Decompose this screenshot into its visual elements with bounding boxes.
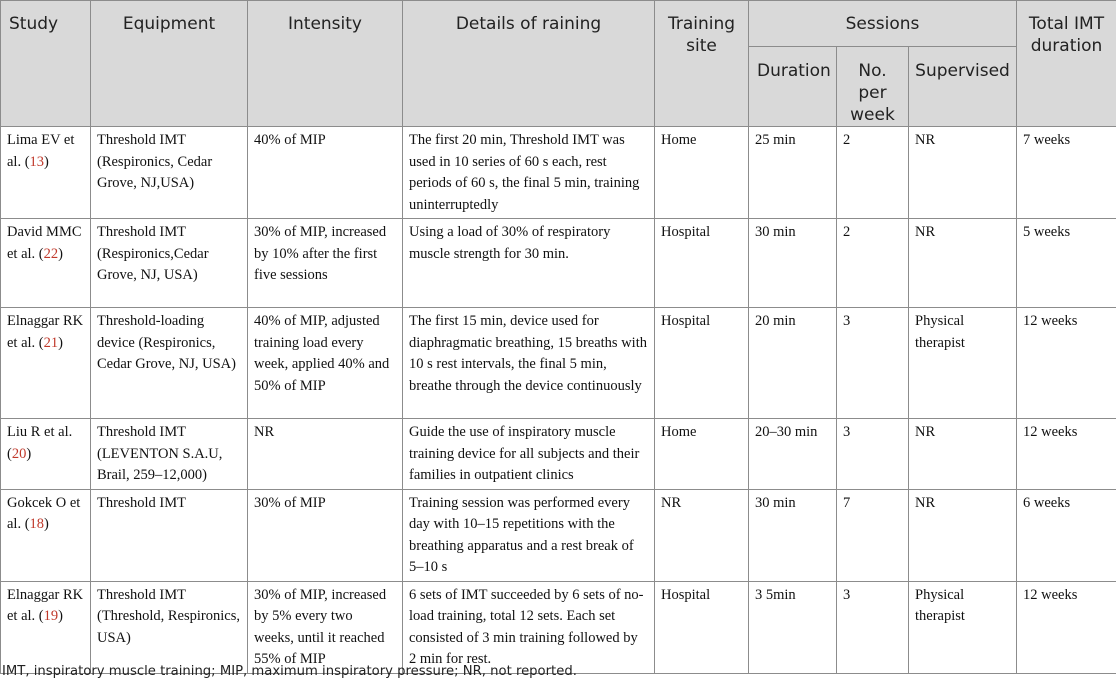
cell-equipment: Threshold IMT (LEVENTON S.A.U, Brail, 259–12,000) bbox=[91, 419, 248, 490]
cell-training-site: Home bbox=[655, 419, 749, 490]
cell-duration: 20–30 min bbox=[749, 419, 837, 490]
table-row bbox=[1, 219, 1116, 308]
cell-duration: 30 min bbox=[749, 489, 837, 581]
cell-study: Elnaggar RK et al. (21) bbox=[1, 308, 91, 419]
reference-link[interactable]: 21 bbox=[43, 334, 59, 351]
cell-per-week: 3 bbox=[837, 419, 909, 490]
table-row bbox=[1, 419, 1116, 490]
cell-per-week: 3 bbox=[837, 308, 909, 419]
header-study: Study bbox=[1, 1, 91, 127]
table-row bbox=[1, 127, 1116, 219]
cell-supervised: NR bbox=[909, 419, 1017, 490]
header-total-imt-duration: Total IMT duration bbox=[1017, 1, 1116, 127]
cell-supervised: NR bbox=[909, 489, 1017, 581]
cell-duration: 3 5min bbox=[749, 581, 837, 673]
table-row bbox=[1, 308, 1116, 419]
cell-study: Elnaggar RK et al. (19) bbox=[1, 581, 91, 673]
cell-details: The first 20 min, Threshold IMT was used in 10 series of 60 s each, rest periods of 60 s, the final 5 min, training uninterruptedly bbox=[403, 127, 655, 219]
cell-intensity: 30% of MIP, increased by 10% after the first five sessions bbox=[248, 219, 403, 308]
cell-duration: 25 min bbox=[749, 127, 837, 219]
cell-study: Liu R et al. (20) bbox=[1, 419, 91, 490]
cell-study: Lima EV et al. (13) bbox=[1, 127, 91, 219]
cell-per-week: 3 bbox=[837, 581, 909, 673]
cell-details: Training session was performed every day with 10–15 repetitions with the breathing apparatus and a rest break of 5–10 s bbox=[403, 489, 655, 581]
reference-link[interactable]: 20 bbox=[11, 445, 27, 462]
cell-equipment: Threshold IMT (Respironics,Cedar Grove, NJ, USA) bbox=[91, 219, 248, 308]
cell-training-site: Hospital bbox=[655, 308, 749, 419]
cell-total: 12 weeks bbox=[1017, 581, 1116, 673]
cell-total: 6 weeks bbox=[1017, 489, 1116, 581]
cell-intensity: NR bbox=[248, 419, 403, 490]
cell-equipment: Threshold IMT bbox=[91, 489, 248, 581]
cell-study: David MMC et al. (22) bbox=[1, 219, 91, 308]
reference-link[interactable]: 18 bbox=[29, 516, 45, 532]
cell-total: 5 weeks bbox=[1017, 219, 1116, 308]
cell-equipment: Threshold IMT (Threshold, Respironics, USA) bbox=[91, 581, 248, 673]
header-training-site: Training site bbox=[655, 1, 749, 127]
header-intensity: Intensity bbox=[248, 1, 403, 127]
cell-supervised: NR bbox=[909, 127, 1017, 219]
header-duration: Duration bbox=[749, 47, 837, 127]
cell-total: 12 weeks bbox=[1017, 419, 1116, 490]
cell-intensity: 40% of MIP, adjusted training load every week, applied 40% and 50% of MIP bbox=[248, 308, 403, 419]
cell-details: 6 sets of IMT succeeded by 6 sets of no-load training, total 12 sets. Each set consisted of 3 min training followed by 2 min for rest. bbox=[403, 581, 655, 673]
cell-total: 7 weeks bbox=[1017, 127, 1116, 219]
cell-training-site: Home bbox=[655, 127, 749, 219]
header-no-per-week: No. per week bbox=[837, 47, 909, 127]
header-details: Details of raining bbox=[403, 1, 655, 127]
cell-training-site: Hospital bbox=[655, 219, 749, 308]
cell-training-site: Hospital bbox=[655, 581, 749, 673]
cell-per-week: 2 bbox=[837, 219, 909, 308]
cell-intensity: 30% of MIP bbox=[248, 489, 403, 581]
cell-supervised: NR bbox=[909, 219, 1017, 308]
cell-supervised: Physical therapist bbox=[909, 581, 1017, 673]
table-row bbox=[1, 489, 1116, 581]
cell-details: Guide the use of inspiratory muscle training device for all subjects and their families in outpatient clinics bbox=[403, 419, 655, 490]
cell-training-site: NR bbox=[655, 489, 749, 581]
cell-duration: 30 min bbox=[749, 219, 837, 308]
cell-duration: 20 min bbox=[749, 308, 837, 419]
cell-equipment: Threshold-loading device (Respironics, Cedar Grove, NJ, USA) bbox=[91, 308, 248, 419]
table-footnote: IMT, inspiratory muscle training; MIP, maximum inspiratory pressure; NR, not reported. bbox=[2, 664, 577, 679]
cell-supervised: Physical therapist bbox=[909, 308, 1017, 419]
header-supervised: Supervised bbox=[909, 47, 1017, 127]
reference-link[interactable]: 19 bbox=[43, 608, 59, 624]
header-sessions: Sessions bbox=[749, 1, 1017, 47]
cell-study: Gokcek O et al. (18) bbox=[1, 489, 91, 581]
reference-link[interactable]: 13 bbox=[29, 153, 45, 170]
cell-intensity: 40% of MIP bbox=[248, 127, 403, 219]
cell-intensity: 30% of MIP, increased by 5% every two weeks, until it reached 55% of MIP bbox=[248, 581, 403, 673]
cell-equipment: Threshold IMT (Respironics, Cedar Grove, NJ,USA) bbox=[91, 127, 248, 219]
header-equipment: Equipment bbox=[91, 1, 248, 127]
cell-details: Using a load of 30% of respiratory muscle strength for 30 min. bbox=[403, 219, 655, 308]
cell-per-week: 7 bbox=[837, 489, 909, 581]
table-row bbox=[1, 581, 1116, 673]
cell-details: The first 15 min, device used for diaphragmatic breathing, 15 breaths with 10 s rest intervals, the final 5 min, breathe through the device continuously bbox=[403, 308, 655, 419]
reference-link[interactable]: 22 bbox=[43, 245, 59, 262]
cell-total: 12 weeks bbox=[1017, 308, 1116, 419]
cell-per-week: 2 bbox=[837, 127, 909, 219]
